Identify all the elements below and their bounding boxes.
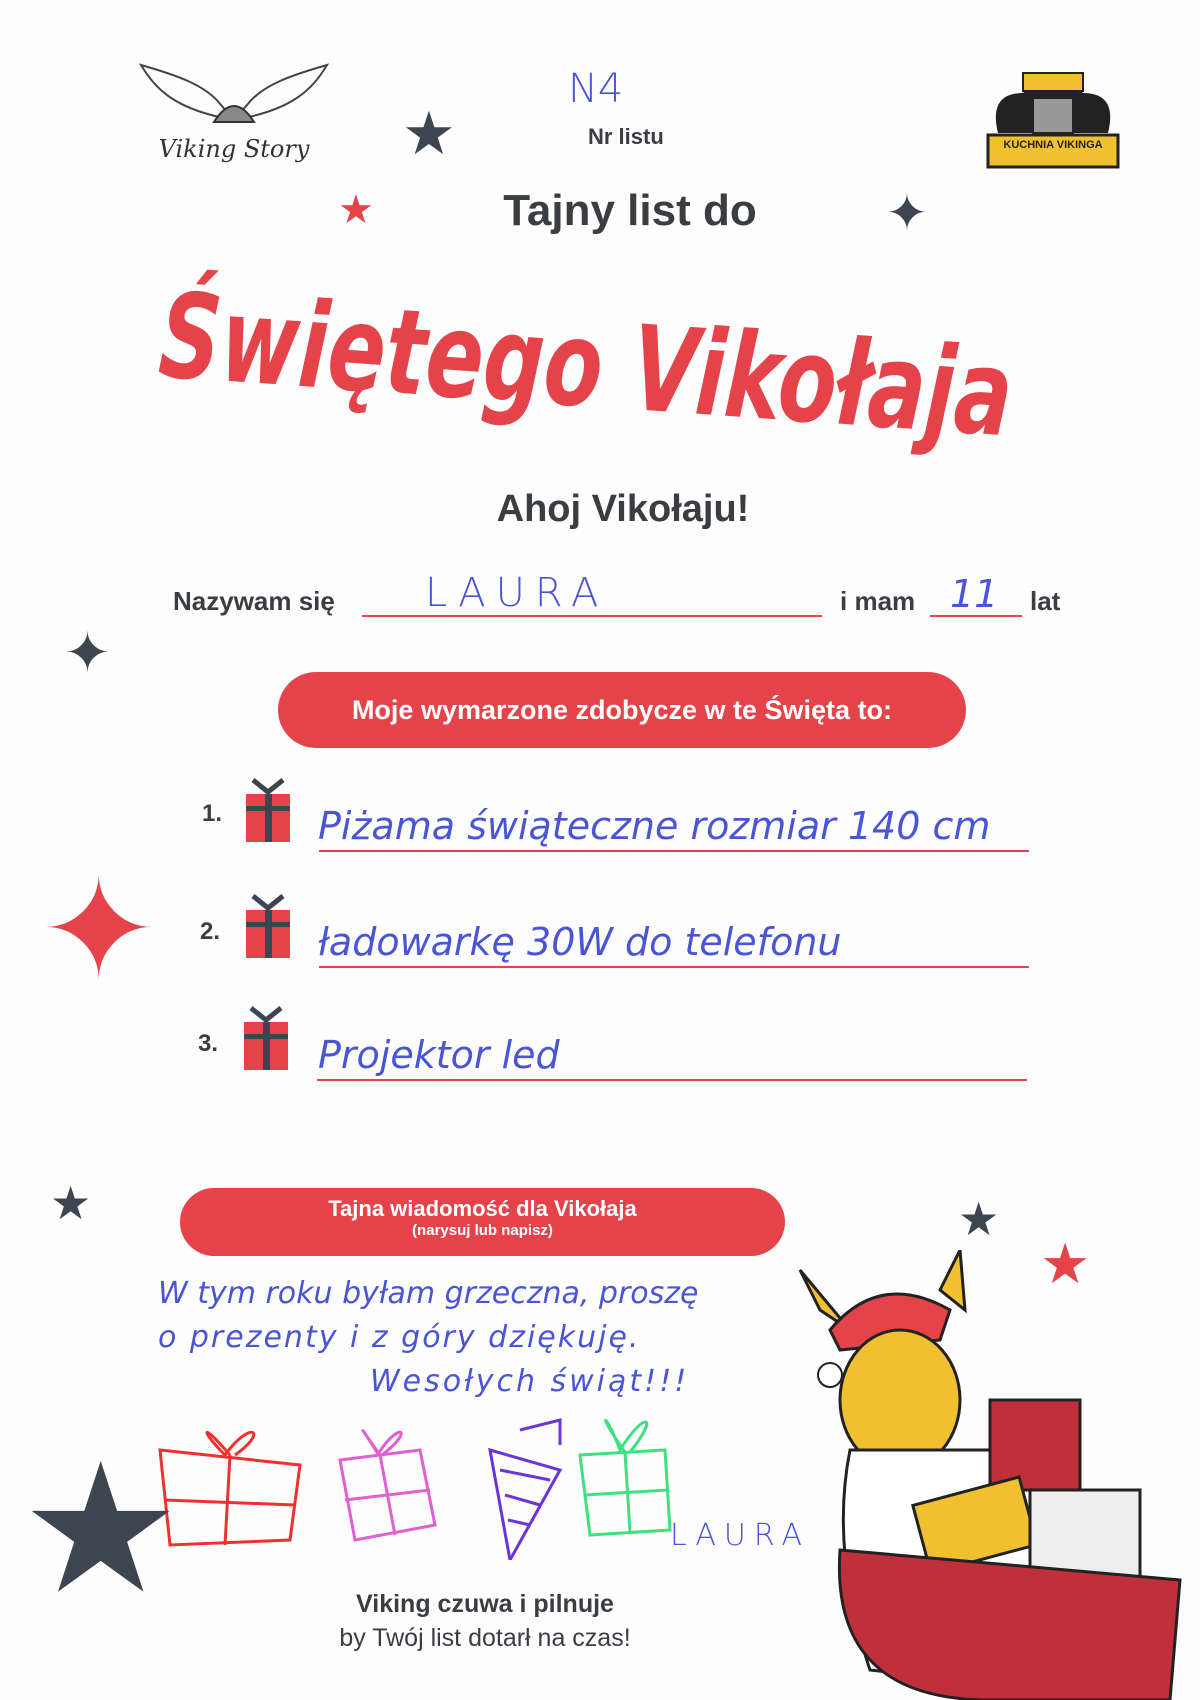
kuchnia-vikinga-logo-text: KUCHNIA VIKINGA [1003,139,1103,151]
footer-line-1: Viking czuwa i pilnuje [356,1590,614,1618]
title-line-2: Świętego Vikołaja [155,266,1018,464]
item-number: 2. [200,918,221,945]
item-number: 1. [202,800,223,827]
letter-number-value: N4 [568,66,624,112]
star-icon: ★ [958,1193,1000,1245]
secret-message-heading-box [180,1188,785,1256]
item-underline [319,850,1029,852]
age-value: 11 [950,572,999,616]
kuchnia-vikinga-logo [978,63,1128,173]
winged-helmet-icon [136,60,332,130]
secret-message-line: W tym roku byłam grzeczna, proszę [158,1276,699,1311]
wishlist-heading: Moje wymarzone zdobycze w te Święta to: [278,672,966,748]
star-icon: ✦ [40,851,158,1008]
item-text: ładowarkę 30W do telefonu [318,920,842,964]
greeting: Ahoj Vikołaju! [496,488,750,530]
item-number: 3. [198,1030,219,1057]
star-icon: ✦ [886,185,928,241]
secret-message-line: o prezenty i z góry dziękuję. [158,1320,641,1355]
age-unit: lat [1030,586,1061,616]
item-text: Piżama świąteczne rozmiar 140 cm [318,804,991,848]
star-icon: ★ [1040,1232,1091,1295]
secret-message-subheading: (narysuj lub napisz) [412,1222,553,1239]
gift-icon [241,1004,291,1074]
secret-message-line: Wesołych świąt!!! [370,1364,690,1399]
signature: LAURA [670,1518,811,1553]
gift-icon [243,776,293,846]
footer-line-2: by Twój list dotarł na czas! [339,1624,631,1652]
age-label: i mam [840,586,916,616]
gift-icon [243,892,293,962]
name-value: LAURA [425,570,609,616]
item-text: Projektor led [318,1033,560,1077]
green-gift-drawing [580,1420,670,1535]
viking-story-logo-text: Viking Story [158,135,310,163]
letter-number-label: Nr listu [588,124,664,149]
star-icon: ✦ [64,621,111,684]
star-icon: ★ [338,188,374,232]
star-icon: ★ [402,100,456,167]
viking-santa-illustration [790,1250,1190,1700]
pink-gift-drawing [340,1430,435,1540]
star-icon: ★ [50,1177,92,1229]
item-underline [319,966,1029,968]
star-icon: ★ [20,1429,182,1630]
title-line-1: Tajny list do [503,186,757,235]
name-label: Nazywam się [173,586,335,616]
item-underline [317,1079,1027,1081]
viking-story-logo [136,60,332,170]
secret-message-heading: Tajna wiadomość dla Vikołaja [328,1196,637,1221]
purple-cone-drawing [490,1420,560,1560]
